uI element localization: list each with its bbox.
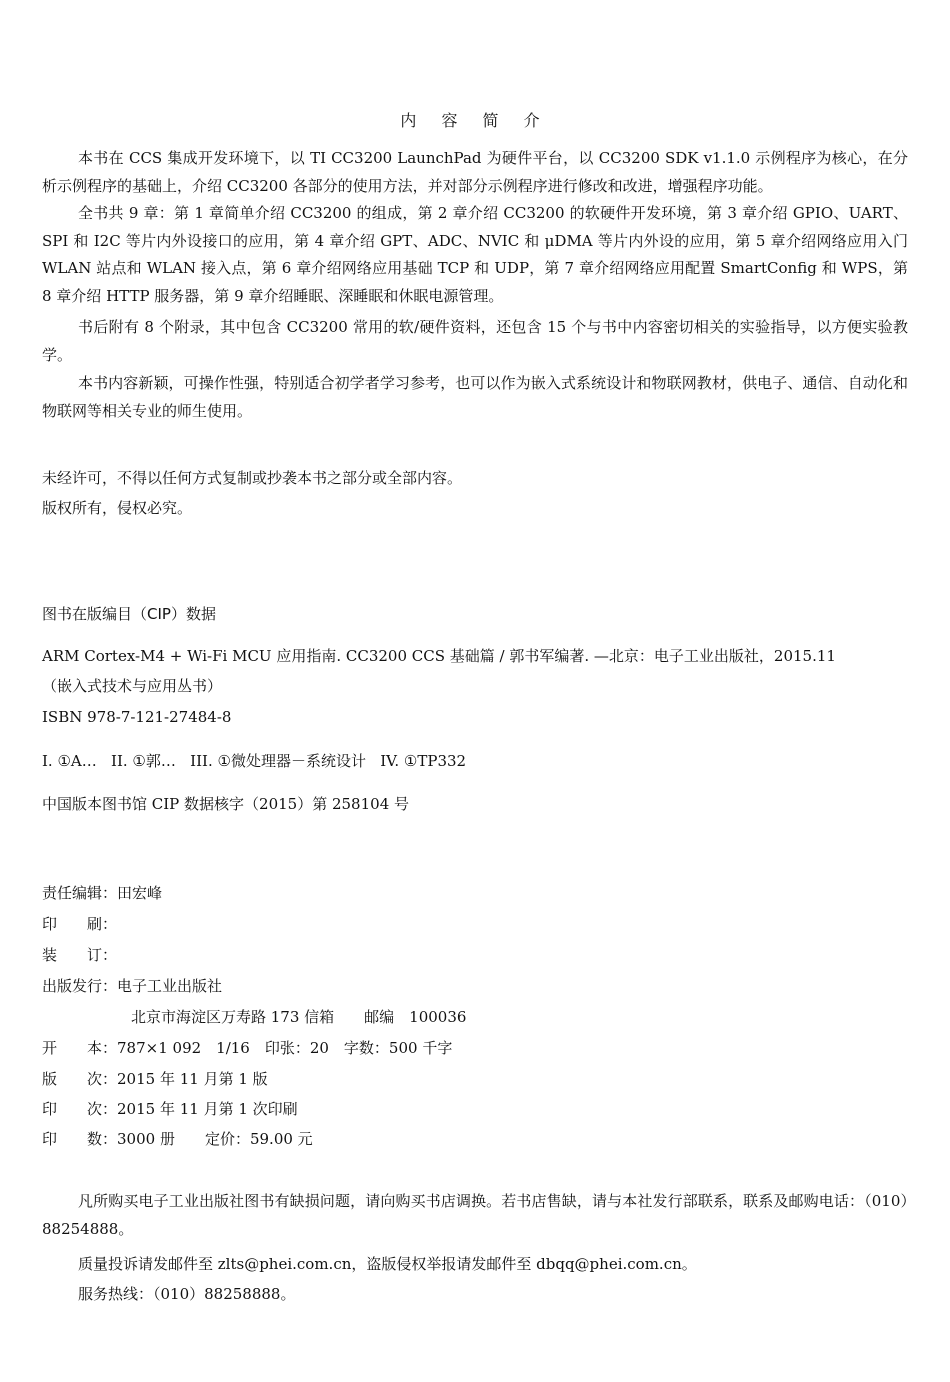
publisher-row (42, 975, 222, 996)
copies-value: 3000 册 定价：59.00 元 (117, 1130, 313, 1148)
cip-heading: 图书在版编目（CIP）数据 (42, 605, 216, 623)
print-row (42, 913, 117, 934)
notice-paragraph-3: 服务热线：（010）88258888。 (78, 1285, 296, 1303)
format-label: 开 本： (42, 1039, 118, 1057)
printing-value: 2015 年 11 月第 1 次印刷 (117, 1100, 298, 1118)
printing-row (42, 1098, 298, 1119)
publisher-value: 电子工业出版社 (117, 977, 223, 995)
summary-paragraph-3: 书后附有 8 个附录，其中包含 CC3200 常用的软/硬件资料，还包含 15 个与书中内容密切相关的实验指导，以方便实验教学。 (42, 318, 908, 364)
cip-isbn: ISBN 978-7-121-27484-8 (42, 708, 232, 726)
edition-row (42, 1068, 268, 1089)
publisher-label: 出版发行： (42, 977, 118, 995)
cip-title-line: ARM Cortex-M4 + Wi-Fi MCU 应用指南. CC3200 CCS 基础篇 / 郭书军编著. —北京：电子工业出版社，2015.11 (42, 647, 836, 665)
publisher-address: 北京市海淀区万寿路 173 信箱 邮编 100036 (131, 1008, 467, 1026)
editor-value: 田宏峰 (117, 884, 163, 902)
edition-value: 2015 年 11 月第 1 版 (117, 1070, 268, 1088)
cip-series: （嵌入式技术与应用丛书） (42, 677, 223, 695)
format-row (42, 1037, 452, 1058)
format-value: 787×1 092 1/16 印张：20 字数：500 千字 (117, 1039, 453, 1057)
copyright-notice: 未经许可，不得以任何方式复制或抄袭本书之部分或全部内容。 (42, 469, 463, 487)
edition-label: 版 次： (42, 1070, 118, 1088)
copies-label: 印 数： (42, 1130, 118, 1148)
binding-row (42, 944, 117, 965)
editor-row (42, 882, 162, 903)
notice-paragraph-1: 凡所购买电子工业出版社图书有缺损问题，请向购买书店调换。若书店售缺，请与本社发行部联系，联系及邮购电话：（010）88254888。 (42, 1192, 908, 1238)
cip-classification: I. ①A… II. ①郭… III. ①微处理器－系统设计 IV. ①TP332 (42, 752, 467, 770)
rights-reserved: 版权所有，侵权必究。 (42, 499, 193, 517)
notice-paragraph-2: 质量投诉请发邮件至 zlts@phei.com.cn，盗版侵权举报请发邮件至 dbqq@phei.com.cn。 (78, 1255, 697, 1273)
summary-title: 内 容 简 介 (400, 111, 550, 130)
printing-label: 印 次： (42, 1100, 118, 1118)
summary-paragraph-2: 全书共 9 章：第 1 章简单介绍 CC3200 的组成，第 2 章介绍 CC3200 的软硬件开发环境，第 3 章介绍 GPIO、UART、SPI 和 I2C 等片内外设接口的应用，第 4 章介绍 GPT、ADC、NVIC 和 μDMA 等片内外设的应用，第 5 章介绍网络应用入门 WLAN 站点和 WLAN 接入点，第 6 章介绍网络应用基础 TCP 和 UDP，第 7 章介绍网络应用配置 SmartConfig 和 WPS，第 8 章介绍 HTTP 服务器，第 9 章介绍睡眠、深睡眠和休眠电源管理。 (42, 204, 908, 305)
summary-paragraph-1: 本书在 CCS 集成开发环境下，以 TI CC3200 LaunchPad 为硬件平台，以 CC3200 SDK v1.1.0 示例程序为核心，在分析示例程序的基础上，介绍 CC3200 各部分的使用方法，并对部分示例程序进行修改和改进，增强程序功能。 (42, 149, 908, 195)
summary-paragraph-4: 本书内容新颖，可操作性强，特别适合初学者学习参考，也可以作为嵌入式系统设计和物联网教材，供电子、通信、自动化和物联网等相关专业的师生使用。 (42, 374, 908, 420)
print-label: 印 刷： (42, 915, 118, 933)
editor-label: 责任编辑： (42, 884, 118, 902)
copies-row (42, 1128, 313, 1149)
cip-record: 中国版本图书馆 CIP 数据核字（2015）第 258104 号 (42, 795, 410, 813)
binding-label: 装 订： (42, 946, 118, 964)
